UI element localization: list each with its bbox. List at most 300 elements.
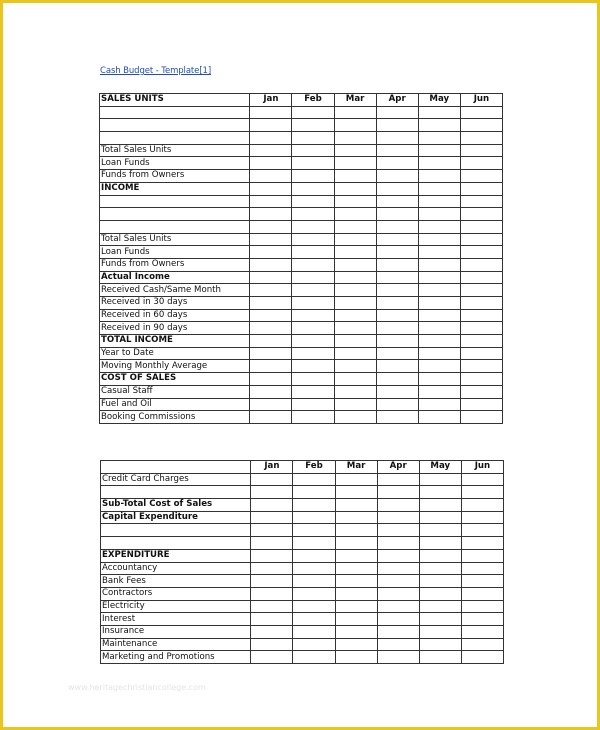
month-cell[interactable] [460, 258, 502, 271]
month-cell[interactable] [334, 246, 376, 259]
month-cell[interactable] [376, 385, 418, 398]
month-cell[interactable] [376, 233, 418, 246]
month-cell[interactable] [334, 220, 376, 233]
month-cell[interactable] [419, 625, 461, 638]
month-cell[interactable] [293, 562, 335, 575]
month-cell[interactable] [419, 562, 461, 575]
month-cell[interactable] [376, 220, 418, 233]
expenditure-table [100, 460, 504, 664]
month-cell[interactable] [250, 347, 292, 360]
month-cell[interactable] [419, 524, 461, 537]
month-cell[interactable] [292, 195, 334, 208]
month-cell[interactable] [418, 195, 460, 208]
month-cell[interactable] [460, 233, 502, 246]
month-cell[interactable] [292, 106, 334, 119]
month-cell[interactable] [292, 411, 334, 424]
month-cell[interactable] [461, 499, 503, 512]
month-cell[interactable] [376, 246, 418, 259]
row-label [100, 106, 250, 119]
row-label [100, 195, 250, 208]
table-row [100, 309, 503, 322]
month-cell[interactable] [250, 309, 292, 322]
month-cell[interactable] [250, 208, 292, 221]
month-cell[interactable] [251, 511, 293, 524]
month-header: Jan [250, 94, 292, 107]
watermark-text: www.heritagechristiancollege.com [68, 683, 206, 692]
row-label [100, 132, 250, 145]
month-cell[interactable] [334, 182, 376, 195]
month-cell[interactable] [376, 360, 418, 373]
row-label [101, 537, 251, 550]
month-cell[interactable] [418, 144, 460, 157]
month-cell[interactable] [377, 587, 419, 600]
month-cell[interactable] [250, 258, 292, 271]
month-cell[interactable] [418, 398, 460, 411]
month-cell[interactable] [293, 499, 335, 512]
month-cell[interactable] [292, 182, 334, 195]
month-cell[interactable] [251, 486, 293, 499]
month-cell[interactable] [460, 347, 502, 360]
month-cell[interactable] [460, 385, 502, 398]
table-row [101, 549, 504, 562]
month-cell[interactable] [292, 347, 334, 360]
month-cell[interactable] [335, 562, 377, 575]
month-cell[interactable] [376, 195, 418, 208]
month-cell[interactable] [334, 271, 376, 284]
table-row [100, 233, 503, 246]
month-cell[interactable] [335, 549, 377, 562]
month-cell[interactable] [335, 587, 377, 600]
month-cell[interactable] [377, 486, 419, 499]
table-row [100, 411, 503, 424]
month-cell[interactable] [335, 524, 377, 537]
month-cell[interactable] [334, 360, 376, 373]
month-cell[interactable] [377, 537, 419, 550]
row-label: Received in 60 days [100, 309, 250, 322]
month-cell[interactable] [334, 258, 376, 271]
month-cell[interactable] [250, 170, 292, 183]
month-cell[interactable] [376, 335, 418, 348]
month-cell[interactable] [293, 473, 335, 486]
month-cell[interactable] [292, 157, 334, 170]
month-cell[interactable] [418, 106, 460, 119]
month-cell[interactable] [377, 625, 419, 638]
month-cell[interactable] [419, 511, 461, 524]
month-cell[interactable] [376, 271, 418, 284]
month-cell[interactable] [292, 322, 334, 335]
month-cell[interactable] [292, 335, 334, 348]
month-cell[interactable] [418, 284, 460, 297]
month-cell[interactable] [460, 335, 502, 348]
month-cell[interactable] [334, 144, 376, 157]
month-cell[interactable] [334, 322, 376, 335]
month-header: Apr [377, 461, 419, 474]
row-label: Loan Funds [100, 246, 250, 259]
table-row [101, 587, 504, 600]
month-cell[interactable] [377, 613, 419, 626]
row-label [100, 119, 250, 132]
month-cell[interactable] [376, 170, 418, 183]
month-cell[interactable] [334, 132, 376, 145]
month-cell[interactable] [461, 549, 503, 562]
month-cell[interactable] [292, 360, 334, 373]
month-cell[interactable] [419, 638, 461, 651]
month-cell[interactable] [377, 511, 419, 524]
month-cell[interactable] [251, 575, 293, 588]
month-cell[interactable] [376, 284, 418, 297]
row-label: Insurance [101, 625, 251, 638]
month-cell[interactable] [250, 246, 292, 259]
table-row [100, 246, 503, 259]
month-cell[interactable] [334, 106, 376, 119]
row-label: EXPENDITURE [101, 549, 251, 562]
month-cell[interactable] [418, 157, 460, 170]
month-cell[interactable] [460, 309, 502, 322]
month-cell[interactable] [376, 208, 418, 221]
month-cell[interactable] [334, 385, 376, 398]
month-cell[interactable] [419, 486, 461, 499]
month-cell[interactable] [292, 258, 334, 271]
table-row [101, 625, 504, 638]
month-cell[interactable] [376, 157, 418, 170]
month-cell[interactable] [250, 182, 292, 195]
month-cell[interactable] [418, 119, 460, 132]
month-cell[interactable] [461, 575, 503, 588]
month-cell[interactable] [376, 258, 418, 271]
month-cell[interactable] [250, 157, 292, 170]
month-cell[interactable] [376, 398, 418, 411]
month-cell[interactable] [292, 170, 334, 183]
month-cell[interactable] [251, 549, 293, 562]
month-cell[interactable] [461, 537, 503, 550]
month-cell[interactable] [418, 360, 460, 373]
month-cell[interactable] [376, 322, 418, 335]
month-cell[interactable] [251, 651, 293, 664]
month-cell[interactable] [460, 144, 502, 157]
month-cell[interactable] [292, 132, 334, 145]
month-cell[interactable] [376, 106, 418, 119]
month-header: Apr [376, 94, 418, 107]
month-cell[interactable] [460, 411, 502, 424]
month-cell[interactable] [461, 587, 503, 600]
month-cell[interactable] [250, 271, 292, 284]
month-cell[interactable] [293, 537, 335, 550]
month-cell[interactable] [377, 638, 419, 651]
month-cell[interactable] [334, 170, 376, 183]
month-cell[interactable] [460, 284, 502, 297]
month-cell[interactable] [419, 537, 461, 550]
table-row [100, 220, 503, 233]
month-cell[interactable] [419, 613, 461, 626]
month-cell[interactable] [292, 246, 334, 259]
month-cell[interactable] [293, 524, 335, 537]
month-cell[interactable] [377, 562, 419, 575]
month-cell[interactable] [461, 625, 503, 638]
month-cell[interactable] [461, 562, 503, 575]
table-row [100, 170, 503, 183]
month-cell[interactable] [460, 360, 502, 373]
table-row [101, 651, 504, 664]
month-cell[interactable] [334, 335, 376, 348]
month-cell[interactable] [419, 600, 461, 613]
month-cell[interactable] [376, 309, 418, 322]
month-cell[interactable] [293, 651, 335, 664]
row-label: Marketing and Promotions [101, 651, 251, 664]
header-label: SALES UNITS [100, 94, 250, 107]
month-cell[interactable] [460, 322, 502, 335]
month-cell[interactable] [418, 208, 460, 221]
table-row [101, 600, 504, 613]
month-cell[interactable] [460, 398, 502, 411]
month-cell[interactable] [292, 271, 334, 284]
month-cell[interactable] [377, 651, 419, 664]
row-label: Accountancy [101, 562, 251, 575]
month-cell[interactable] [376, 411, 418, 424]
month-cell[interactable] [460, 246, 502, 259]
month-cell[interactable] [418, 297, 460, 310]
row-label: Sub-Total Cost of Sales [101, 499, 251, 512]
table-row [101, 524, 504, 537]
month-cell[interactable] [250, 132, 292, 145]
month-cell[interactable] [334, 297, 376, 310]
month-cell[interactable] [335, 473, 377, 486]
month-cell[interactable] [461, 486, 503, 499]
month-cell[interactable] [251, 473, 293, 486]
month-cell[interactable] [419, 575, 461, 588]
month-cell[interactable] [334, 195, 376, 208]
month-cell[interactable] [250, 106, 292, 119]
month-cell[interactable] [377, 600, 419, 613]
month-header: Feb [293, 461, 335, 474]
month-header: Jun [461, 461, 503, 474]
month-cell[interactable] [335, 638, 377, 651]
month-cell[interactable] [251, 613, 293, 626]
month-cell[interactable] [292, 284, 334, 297]
month-cell[interactable] [250, 233, 292, 246]
month-cell[interactable] [334, 411, 376, 424]
month-cell[interactable] [376, 347, 418, 360]
month-cell[interactable] [250, 284, 292, 297]
table-row [101, 613, 504, 626]
table-row [101, 562, 504, 575]
month-cell[interactable] [460, 271, 502, 284]
month-cell[interactable] [460, 195, 502, 208]
month-cell[interactable] [292, 297, 334, 310]
table-row [100, 132, 503, 145]
month-cell[interactable] [250, 220, 292, 233]
row-label: Contractors [101, 587, 251, 600]
month-cell[interactable] [251, 499, 293, 512]
month-cell[interactable] [251, 562, 293, 575]
month-cell[interactable] [418, 182, 460, 195]
month-cell[interactable] [418, 385, 460, 398]
table-row [101, 486, 504, 499]
row-label: Funds from Owners [100, 258, 250, 271]
month-cell[interactable] [334, 119, 376, 132]
row-label [100, 208, 250, 221]
table-row [101, 473, 504, 486]
table-row [100, 119, 503, 132]
month-cell[interactable] [377, 575, 419, 588]
row-label: Received in 30 days [100, 297, 250, 310]
month-cell[interactable] [251, 625, 293, 638]
month-cell[interactable] [335, 511, 377, 524]
month-cell[interactable] [461, 638, 503, 651]
month-cell[interactable] [461, 511, 503, 524]
month-cell[interactable] [293, 625, 335, 638]
month-cell[interactable] [376, 182, 418, 195]
month-cell[interactable] [250, 360, 292, 373]
month-cell[interactable] [250, 335, 292, 348]
month-cell[interactable] [250, 322, 292, 335]
month-cell[interactable] [293, 600, 335, 613]
table-header-row [101, 461, 504, 474]
month-cell[interactable] [293, 511, 335, 524]
month-cell[interactable] [292, 398, 334, 411]
month-cell[interactable] [376, 132, 418, 145]
month-cell[interactable] [293, 587, 335, 600]
month-cell[interactable] [334, 284, 376, 297]
month-cell[interactable] [418, 132, 460, 145]
month-cell[interactable] [418, 220, 460, 233]
month-cell[interactable] [335, 625, 377, 638]
month-cell[interactable] [334, 347, 376, 360]
month-cell[interactable] [251, 638, 293, 651]
month-header: Jun [460, 94, 502, 107]
month-cell[interactable] [419, 651, 461, 664]
month-header: Feb [292, 94, 334, 107]
table-row [100, 284, 503, 297]
month-cell[interactable] [461, 600, 503, 613]
month-cell[interactable] [460, 119, 502, 132]
month-cell[interactable] [376, 119, 418, 132]
month-cell[interactable] [335, 651, 377, 664]
month-cell[interactable] [251, 537, 293, 550]
month-cell[interactable] [250, 195, 292, 208]
month-cell[interactable] [335, 499, 377, 512]
month-header: May [418, 94, 460, 107]
month-cell[interactable] [461, 524, 503, 537]
month-cell[interactable] [293, 638, 335, 651]
month-cell[interactable] [460, 208, 502, 221]
month-cell[interactable] [292, 385, 334, 398]
month-cell[interactable] [250, 385, 292, 398]
month-cell[interactable] [335, 486, 377, 499]
month-cell[interactable] [419, 473, 461, 486]
month-cell[interactable] [460, 182, 502, 195]
month-cell[interactable] [251, 587, 293, 600]
month-cell[interactable] [293, 486, 335, 499]
month-cell[interactable] [419, 499, 461, 512]
month-cell[interactable] [376, 297, 418, 310]
month-cell[interactable] [250, 297, 292, 310]
month-cell[interactable] [376, 373, 418, 386]
month-cell[interactable] [250, 411, 292, 424]
month-cell[interactable] [461, 473, 503, 486]
month-cell[interactable] [418, 271, 460, 284]
month-cell[interactable] [292, 144, 334, 157]
month-cell[interactable] [460, 297, 502, 310]
month-cell[interactable] [418, 258, 460, 271]
month-cell[interactable] [335, 537, 377, 550]
month-cell[interactable] [292, 309, 334, 322]
month-cell[interactable] [335, 600, 377, 613]
month-cell[interactable] [334, 309, 376, 322]
month-cell[interactable] [334, 157, 376, 170]
table-row [100, 106, 503, 119]
document-title-link[interactable]: Cash Budget - Template[1] [100, 66, 212, 76]
month-cell[interactable] [460, 157, 502, 170]
month-cell[interactable] [377, 549, 419, 562]
month-cell[interactable] [418, 335, 460, 348]
month-cell[interactable] [250, 373, 292, 386]
month-header: Mar [334, 94, 376, 107]
month-cell[interactable] [251, 600, 293, 613]
month-cell[interactable] [418, 411, 460, 424]
month-cell[interactable] [461, 613, 503, 626]
table-row [100, 322, 503, 335]
month-cell[interactable] [418, 309, 460, 322]
month-cell[interactable] [293, 575, 335, 588]
row-label: Maintenance [101, 638, 251, 651]
month-cell[interactable] [292, 119, 334, 132]
month-cell[interactable] [460, 170, 502, 183]
month-cell[interactable] [460, 132, 502, 145]
month-cell[interactable] [418, 373, 460, 386]
month-cell[interactable] [334, 208, 376, 221]
month-cell[interactable] [250, 398, 292, 411]
month-cell[interactable] [377, 524, 419, 537]
month-cell[interactable] [335, 575, 377, 588]
month-cell[interactable] [418, 347, 460, 360]
month-cell[interactable] [460, 106, 502, 119]
month-cell[interactable] [460, 220, 502, 233]
table-row [100, 360, 503, 373]
month-cell[interactable] [418, 170, 460, 183]
month-cell[interactable] [418, 233, 460, 246]
month-cell[interactable] [250, 144, 292, 157]
month-cell[interactable] [292, 208, 334, 221]
month-cell[interactable] [250, 119, 292, 132]
header-label [101, 461, 251, 474]
month-cell[interactable] [293, 613, 335, 626]
row-label: Electricity [101, 600, 251, 613]
row-label: Received in 90 days [100, 322, 250, 335]
month-cell[interactable] [334, 233, 376, 246]
month-cell[interactable] [377, 499, 419, 512]
month-cell[interactable] [334, 373, 376, 386]
month-cell[interactable] [335, 613, 377, 626]
month-cell[interactable] [292, 373, 334, 386]
table-row [100, 195, 503, 208]
month-cell[interactable] [251, 524, 293, 537]
month-cell[interactable] [418, 246, 460, 259]
month-cell[interactable] [460, 373, 502, 386]
month-cell[interactable] [334, 398, 376, 411]
month-cell[interactable] [419, 587, 461, 600]
month-cell[interactable] [461, 651, 503, 664]
month-cell[interactable] [292, 233, 334, 246]
month-cell[interactable] [376, 144, 418, 157]
month-cell[interactable] [418, 322, 460, 335]
month-cell[interactable] [377, 473, 419, 486]
table-row [100, 385, 503, 398]
table-row [100, 271, 503, 284]
month-cell[interactable] [293, 549, 335, 562]
table-row [100, 335, 503, 348]
month-cell[interactable] [292, 220, 334, 233]
month-cell[interactable] [419, 549, 461, 562]
